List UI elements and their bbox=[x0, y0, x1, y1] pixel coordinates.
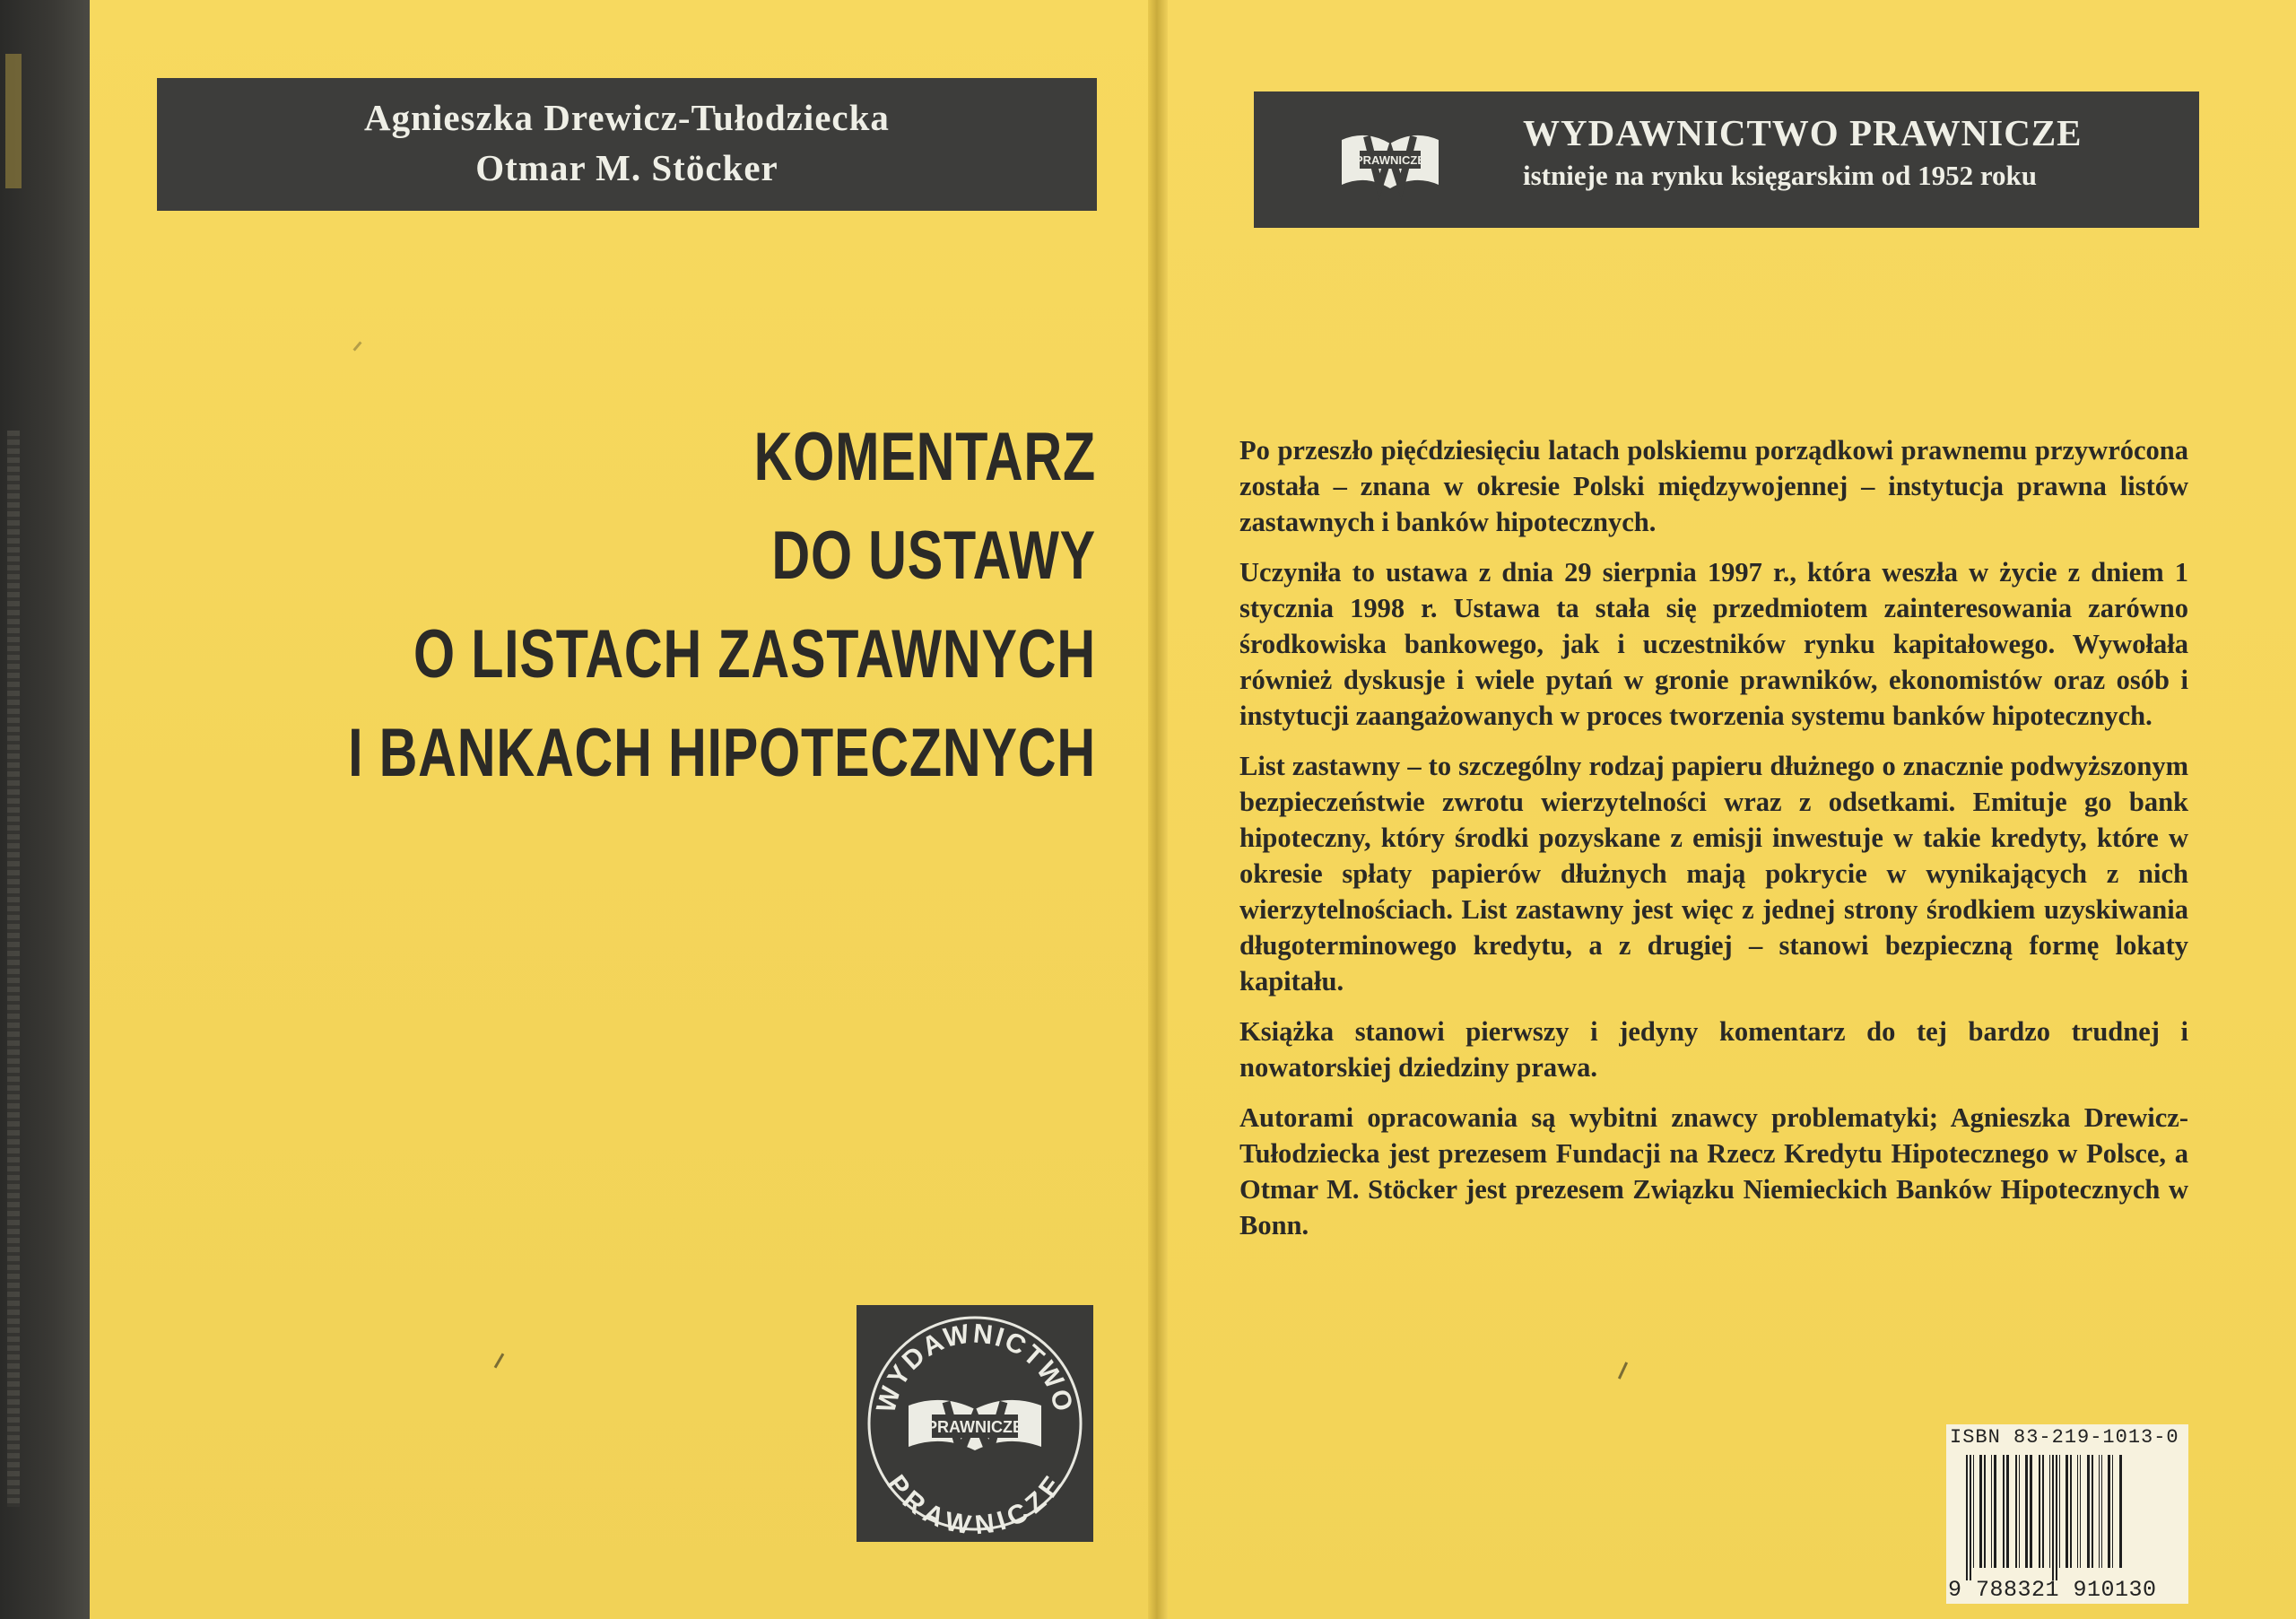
title-line: I BANKACH HIPOTECZNYCH bbox=[348, 715, 1096, 791]
barcode-bar bbox=[2006, 1455, 2009, 1568]
barcode-bar bbox=[2019, 1455, 2020, 1568]
book-title bbox=[135, 408, 1096, 803]
blurb-paragraph: Uczyniła to ustawa z dnia 29 sierpnia 1997 r., która weszła w życie z dniem 1 stycznia 1998 r. Ustawa ta stała się przedmiotem zainteresowania zarówno środkowiska bankowego, jak i uczestników rynku kapitałowego. Wywołała również dyskusje i wiele pytań w gronie prawników, ekonomistów oraz osób i instytucji zaangażowanych w proces tworzenia systemu banków hipotecznych. bbox=[1239, 557, 2188, 731]
barcode-bar bbox=[1966, 1455, 1968, 1580]
seal-bottom-text: PRAWNICZE bbox=[881, 1469, 1069, 1541]
blurb-paragraph: Po przeszło pięćdziesięciu latach polskiemu porządkowi prawnemu przywrócona została – znana w okresie Polski międzywojennej – instytucja prawna listów zastawnych i banków hipotecznych. bbox=[1239, 435, 2188, 537]
spine-color-strip bbox=[5, 54, 22, 188]
barcode-bar bbox=[2066, 1455, 2068, 1568]
barcode-bar bbox=[1994, 1455, 1996, 1568]
barcode-bar bbox=[2049, 1455, 2050, 1568]
author-name: Agnieszka Drewicz-Tułodziecka bbox=[364, 97, 890, 138]
barcode-bar bbox=[2025, 1455, 2028, 1568]
barcode-bar bbox=[1970, 1455, 1971, 1580]
cover-fold bbox=[1148, 0, 1168, 1619]
barcode-bar bbox=[2003, 1455, 2005, 1568]
publisher-tagline: istnieje na rynku księgarskim od 1952 roku bbox=[1523, 160, 2038, 191]
title-line: O LISTACH ZASTAWNYCH bbox=[413, 616, 1096, 692]
barcode-bar bbox=[1973, 1455, 1974, 1568]
authors-bar bbox=[157, 78, 1097, 211]
publisher-book-icon bbox=[1336, 113, 1444, 203]
publisher-name: WYDAWNICTWO PRAWNICZE bbox=[1523, 112, 2083, 153]
publisher-bar bbox=[1254, 91, 2199, 228]
barcode-bar bbox=[2087, 1455, 2090, 1568]
emblem-label: PRAWNICZE bbox=[926, 1418, 1023, 1436]
spine-lettering bbox=[7, 431, 20, 1507]
barcode-bar bbox=[2059, 1455, 2060, 1568]
title-line: KOMENTARZ bbox=[753, 419, 1096, 495]
barcode-bar bbox=[2030, 1455, 2032, 1568]
barcode-bar bbox=[1979, 1455, 1982, 1568]
barcode-bar bbox=[2099, 1455, 2100, 1568]
barcode-bar bbox=[2080, 1455, 2081, 1568]
barcode-bar bbox=[1991, 1455, 1992, 1568]
barcode-bar bbox=[2042, 1455, 2044, 1568]
barcode-bar bbox=[2101, 1455, 2102, 1568]
blurb-paragraph: Autorami opracowania są wybitni znawcy problematyki; Agnieszka Drewicz-Tułodziecka jest prezesem Fundacji na Rzecz Kredytu Hipotecznego w Polsce, a Otmar M. Stöcker jest prezesem Związku Niemieckich Banków Hipotecznych w Bonn. bbox=[1239, 1102, 2188, 1240]
barcode-bar bbox=[2119, 1455, 2122, 1568]
barcode-bar bbox=[2108, 1455, 2110, 1568]
back-emblem-label: PRAWNICZE bbox=[1355, 153, 1425, 167]
barcode-bar bbox=[2056, 1455, 2057, 1580]
svg-text:WYDAWNICTWO bbox=[871, 1319, 1078, 1415]
back-cover-blurb bbox=[1239, 432, 2188, 1258]
publisher-seal-icon bbox=[857, 1305, 1093, 1542]
title-line: DO USTAWY bbox=[771, 518, 1096, 594]
barcode-bar bbox=[2092, 1455, 2093, 1568]
seal-top-text: WYDAWNICTWO bbox=[871, 1319, 1079, 1416]
barcode-bar bbox=[1984, 1455, 1986, 1568]
barcode-bar bbox=[2015, 1455, 2017, 1568]
isbn-number: ISBN 83-219-1013-0 bbox=[1950, 1426, 2179, 1449]
barcode-icon bbox=[1964, 1455, 2179, 1580]
blurb-paragraph: List zastawny – to szczególny rodzaj papieru dłużnego o znacznie podwyższonym bezpieczeństwie zwrotu wierzytelności wraz z odsetkami. Emituje go bank hipoteczny, który środki pozyskane z emisji inwestuje w takie kredyty, które w okresie spłaty papierów dłużnych mają pokrycie w wynikających z nich wierzytelnościach. List zastawny jest więc z jednej strony środkiem uzyskiwania długoterminowego kredytu, a z drugiej – stanowi bezpieczną formę lokaty kapitału. bbox=[1239, 751, 2188, 997]
author-name: Otmar M. Stöcker bbox=[475, 147, 778, 188]
barcode-bar bbox=[2039, 1455, 2040, 1568]
barcode-bar bbox=[2112, 1455, 2113, 1568]
blurb-paragraph: Książka stanowi pierwszy i jedyny komentarz do tej bardzo trudnej i nowatorskiej dziedziny prawa. bbox=[1239, 1016, 2188, 1083]
barcode-bar bbox=[2052, 1455, 2054, 1580]
barcode-bar bbox=[2070, 1455, 2072, 1568]
barcode-digits: 9 788321 910130 bbox=[1948, 1577, 2157, 1603]
publisher-logo bbox=[857, 1305, 1093, 1542]
book-spine bbox=[0, 0, 90, 1619]
barcode-bar bbox=[2077, 1455, 2078, 1568]
